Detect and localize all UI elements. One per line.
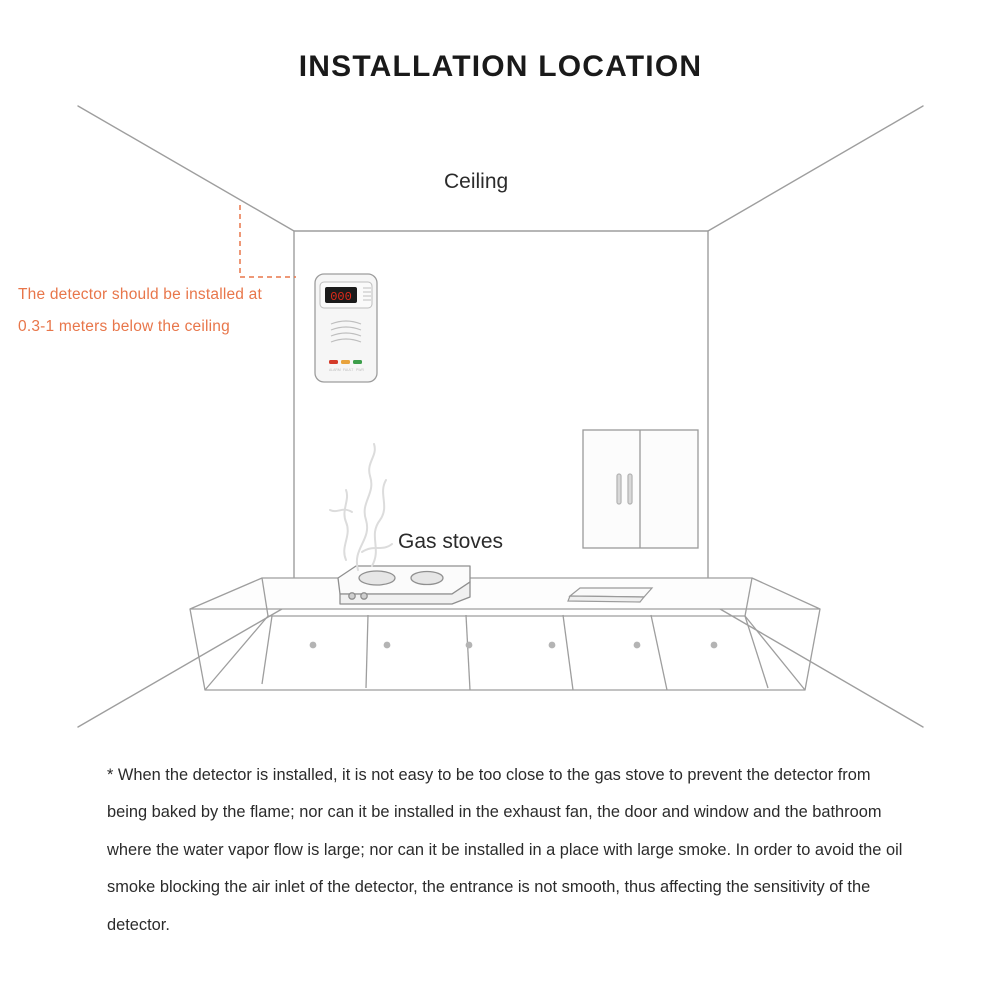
callout-leader bbox=[240, 205, 296, 277]
svg-text:PWR: PWR bbox=[356, 368, 364, 372]
status-indicators bbox=[329, 360, 362, 364]
cabinet-divider-1 bbox=[262, 616, 272, 684]
label-gas-stoves: Gas stoves bbox=[398, 530, 504, 553]
cabinet-divider-3 bbox=[466, 615, 470, 690]
floor-edge-right bbox=[708, 602, 923, 727]
cutting-board bbox=[568, 588, 652, 602]
footnote-text: * When the detector is installed, it is not easy to be too close to the gas stove to prevent the detector from being baked by the flame; nor can it be installed in the exhaust fan, the door and window and the bathroom where the water vapor flow is large; nor can it be installed in a place with large smoke. In order to avoid the oil smoke blocking the air inlet of the detector, the entrance is not smooth, thus affecting the sensitivity of the detector. bbox=[107, 766, 903, 934]
cabinet-divider-2 bbox=[366, 615, 368, 688]
detector-display-value: 000 bbox=[330, 290, 352, 304]
gas-stove bbox=[338, 566, 470, 604]
svg-text:ALARM: ALARM bbox=[329, 368, 341, 372]
counter-top bbox=[190, 578, 820, 609]
wall-cabinet bbox=[583, 430, 698, 548]
callout-text-line-2: 0.3-1 meters below the ceiling bbox=[18, 318, 230, 335]
gas-leak-detector bbox=[313, 272, 379, 384]
cabinet-left-edge bbox=[190, 609, 205, 690]
ceiling-edge-right bbox=[708, 106, 923, 231]
smoke-plume bbox=[330, 444, 392, 570]
cabinet-divider-5 bbox=[651, 615, 667, 690]
ceiling-edge-left bbox=[78, 106, 294, 231]
cabinet-right-edge bbox=[805, 609, 820, 690]
cabinet-knobs bbox=[310, 642, 718, 649]
cabinet-run-front bbox=[205, 616, 805, 690]
cabinet-divider-6 bbox=[745, 616, 768, 688]
svg-text:FAULT: FAULT bbox=[343, 368, 354, 372]
page-title: INSTALLATION LOCATION bbox=[298, 50, 703, 83]
callout-text-line-1: The detector should be installed at bbox=[18, 286, 262, 303]
floor-edge-left bbox=[78, 602, 294, 727]
label-ceiling: Ceiling bbox=[444, 170, 509, 193]
cabinet-divider-4 bbox=[563, 615, 573, 690]
